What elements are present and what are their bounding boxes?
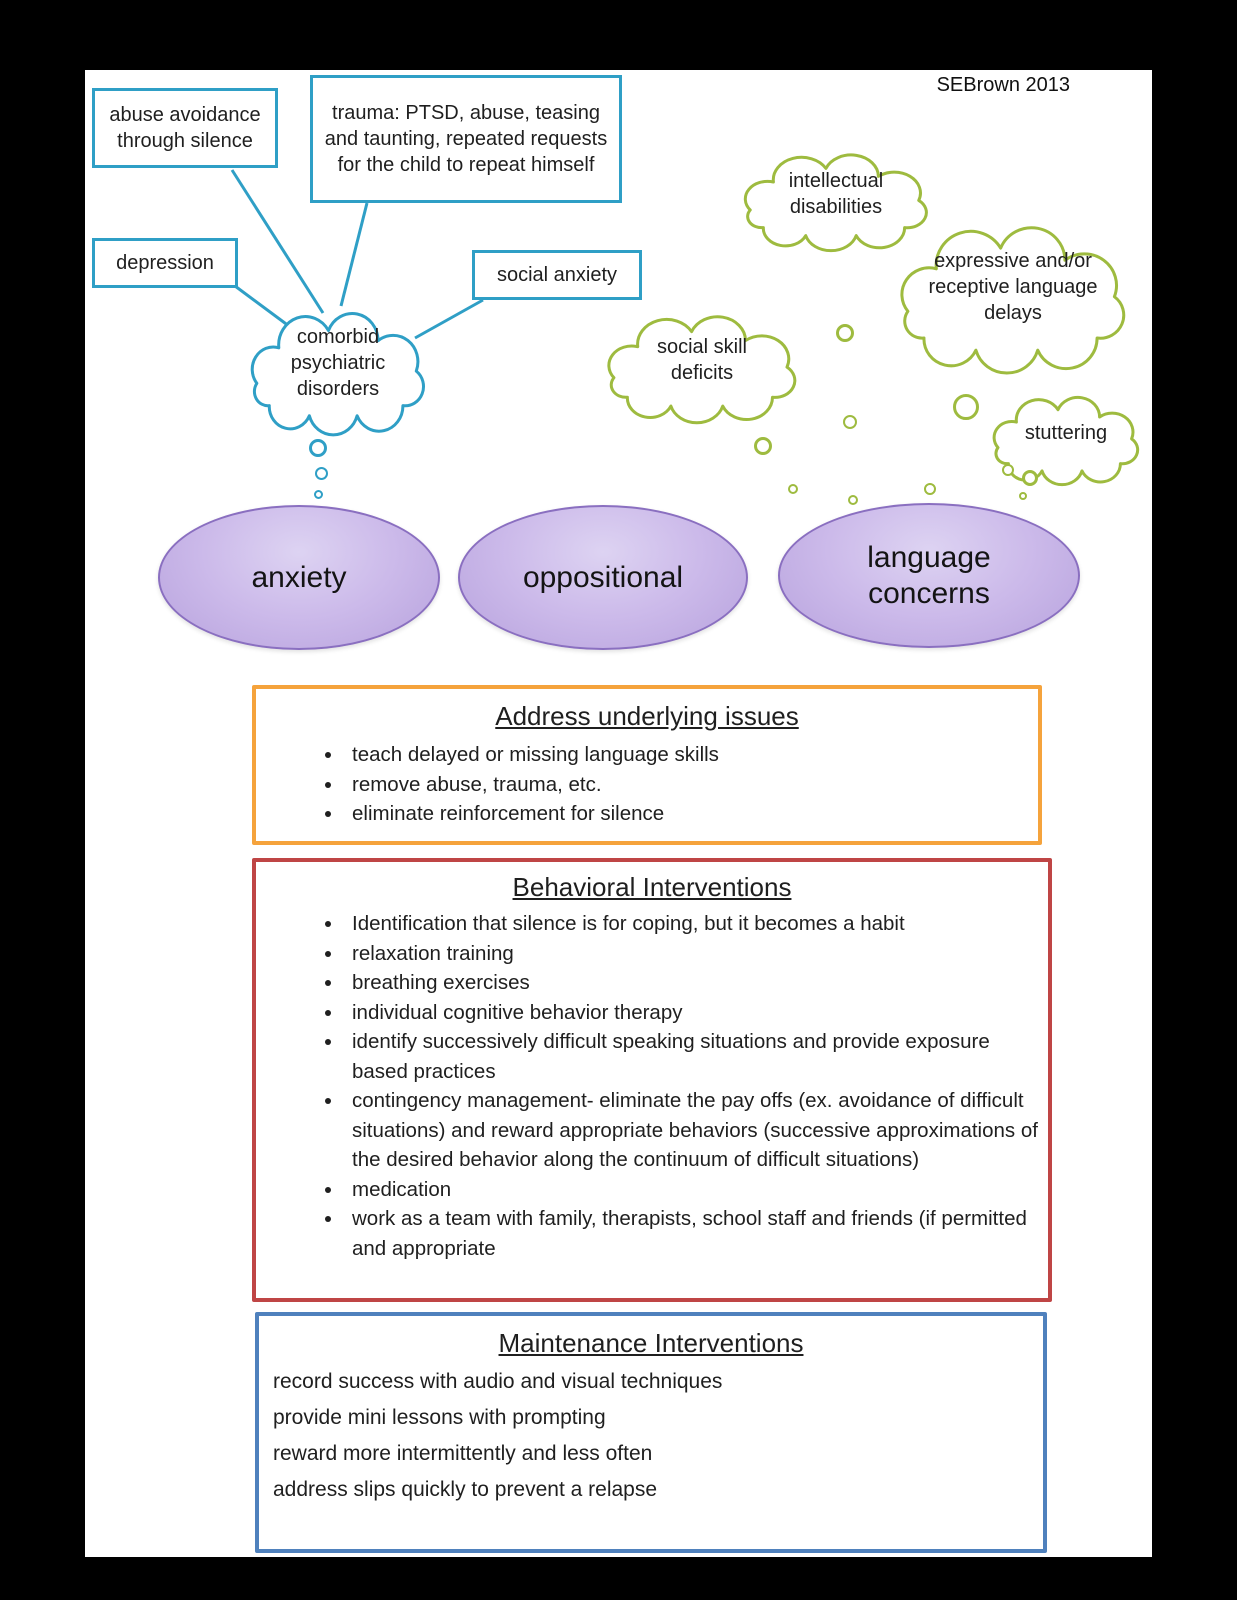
trail-dot — [788, 484, 798, 494]
node-depression — [92, 238, 238, 288]
node-label: abuse avoidance through silence — [109, 104, 261, 152]
cloud-label-text: expressive and/or receptive language delays — [928, 250, 1098, 324]
cloud-label — [877, 202, 1149, 372]
trail-dot — [1002, 464, 1014, 476]
trail-dot — [309, 439, 327, 457]
bullet-item: • remove abuse, trauma, etc. — [344, 770, 1038, 800]
bullet-item: • work as a team with family, therapists, school staff and friends (if permitted and appropriate — [344, 1204, 1048, 1263]
bullet-item: • teach delayed or missing language skills — [344, 740, 1038, 770]
section-maintenance-interventions — [255, 1312, 1047, 1553]
bullet-item: • medication — [344, 1175, 1048, 1205]
node-label: trauma: PTSD, abuse, teasing and taunting, repeated requests for the child to repeat himself — [324, 102, 608, 176]
section-title: Maintenance Interventions — [498, 1328, 804, 1358]
author-credit: SEBrown 2013 — [936, 74, 1070, 96]
bubble-label: oppositional — [522, 560, 684, 594]
cloud-expressive-receptive-language-delays — [877, 202, 1149, 372]
bullet-item: • contingency management- eliminate the pay offs (ex. avoidance of difficult situations) and reward appropriate behaviors (successive approximations of the desired behavior along the continuum of difficult situations) — [344, 1086, 1048, 1175]
cloud-label — [233, 292, 443, 434]
line-item: record success with audio and visual techniques — [273, 1370, 723, 1393]
trail-dot — [836, 324, 854, 342]
trail-dot — [754, 437, 772, 455]
line-item: reward more intermittently and less often — [273, 1442, 653, 1465]
bullet-item: • Identification that silence is for coping, but it becomes a habit — [344, 909, 1048, 939]
cloud-label-text: social skill deficits — [656, 336, 748, 384]
node-social-anxiety — [472, 250, 642, 300]
cloud-social-skill-deficits — [588, 298, 816, 422]
trail-dot — [924, 483, 936, 495]
section-title: Behavioral Interventions — [512, 872, 792, 902]
bullet-list — [256, 909, 1048, 1263]
section-title: Address underlying issues — [495, 701, 799, 731]
cloud-label-text: stuttering — [1024, 422, 1108, 444]
bubble-anxiety — [158, 505, 440, 650]
trail-dot — [1019, 492, 1027, 500]
trail-dot — [314, 490, 323, 499]
bubble-label: anxiety — [251, 560, 347, 594]
bubble-language-concerns — [778, 503, 1080, 648]
line-list — [273, 1369, 1043, 1502]
bullet-list — [256, 740, 1038, 829]
bullet-item: • identify successively difficult speaking situations and provide exposure based practices — [344, 1027, 1048, 1086]
node-label: depression — [116, 252, 214, 274]
node-abuse-avoidance — [92, 88, 278, 168]
trail-dot — [1022, 470, 1038, 486]
bullet-item: • relaxation training — [344, 939, 1048, 969]
trail-dot — [315, 467, 328, 480]
line-item: provide mini lessons with prompting — [273, 1406, 606, 1429]
cloud-label-text: intellectual disabilities — [788, 170, 884, 218]
trail-dot — [953, 394, 979, 420]
node-label: social anxiety — [496, 264, 618, 286]
cloud-label-text: comorbid psychiatric disorders — [290, 326, 386, 400]
trail-dot — [843, 415, 857, 429]
section-behavioral-interventions — [252, 858, 1052, 1302]
bullet-item: • breathing exercises — [344, 968, 1048, 998]
line-item: address slips quickly to prevent a relapse — [273, 1478, 658, 1501]
node-trauma — [310, 75, 622, 203]
page — [85, 70, 1152, 1557]
bubble-oppositional — [458, 505, 748, 650]
bullet-item: • eliminate reinforcement for silence — [344, 799, 1038, 829]
cloud-label — [588, 298, 816, 422]
bubble-label: language concerns — [867, 540, 991, 610]
section-address-underlying-issues — [252, 685, 1042, 845]
bullet-item: • individual cognitive behavior therapy — [344, 998, 1048, 1028]
cloud-comorbid-psychiatric-disorders — [233, 292, 443, 434]
trail-dot — [848, 495, 858, 505]
